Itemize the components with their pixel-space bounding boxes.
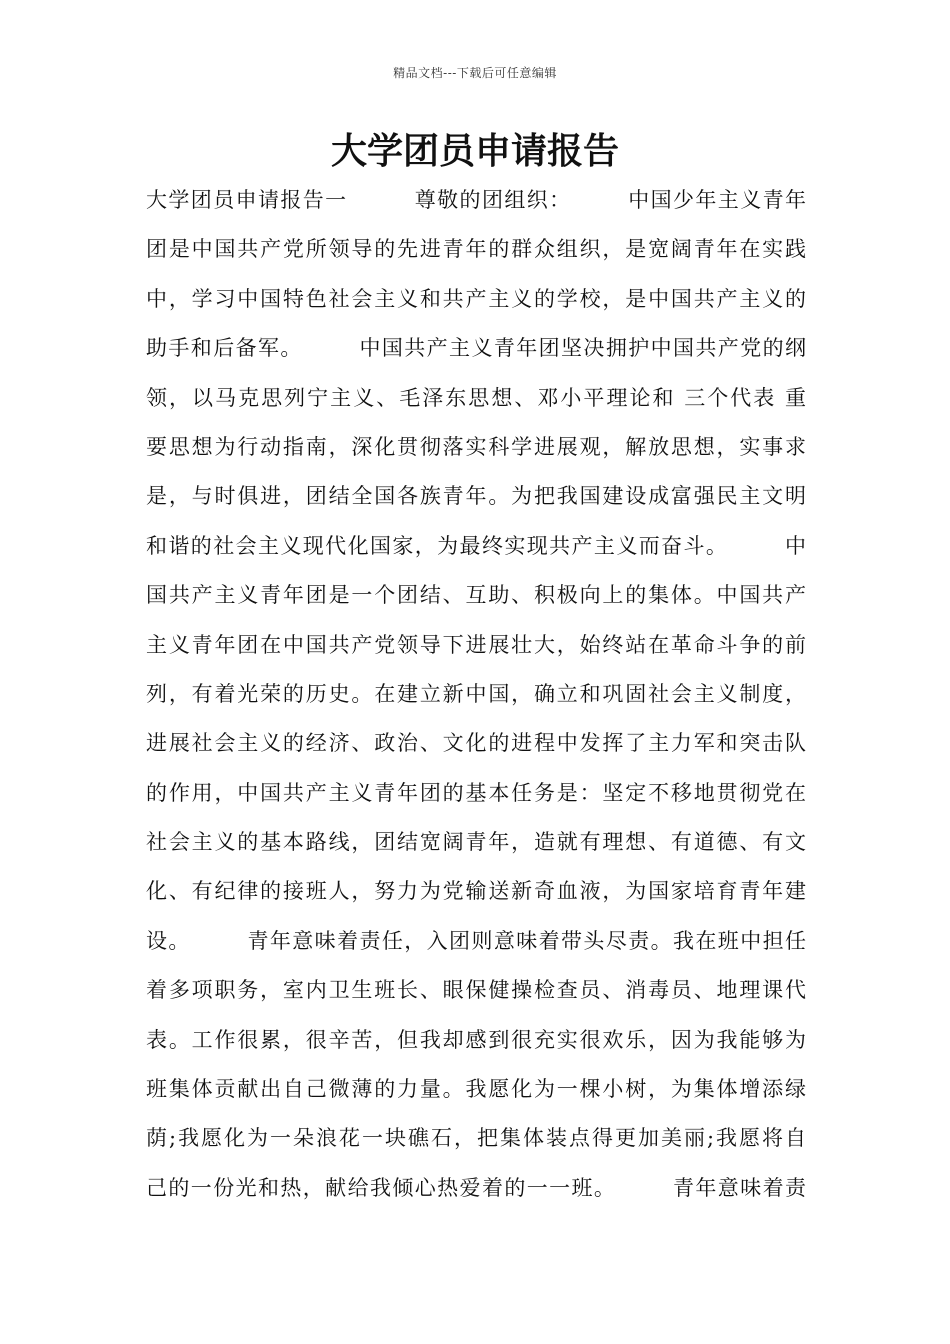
text-line: 助手和后备军。 中国共产主义青年团坚决拥护中国共产党的纲 — [146, 336, 806, 361]
text-line: 社会主义的基本路线，团结宽阔青年，造就有理想、有道德、有文 — [146, 830, 806, 855]
text-line: 团是中国共产党所领导的先进青年的群众组织，是宽阔青年在实践 — [146, 237, 806, 262]
text-line: 要思想为行动指南，深化贯彻落实科学进展观，解放思想，实事求 — [146, 434, 806, 459]
text-line: 列，有着光荣的历史。在建立新中国，确立和巩固社会主义制度， — [146, 681, 806, 706]
text-line: 是，与时俱进，团结全国各族青年。为把我国建设成富强民主文明 — [146, 484, 806, 509]
text-line: 中，学习中国特色社会主义和共产主义的学校，是中国共产主义的 — [146, 286, 806, 311]
text-line: 大学团员申请报告一 尊敬的团组织： 中国少年主义青年 — [146, 188, 806, 212]
text-line: 荫;我愿化为一朵浪花一块礁石，把集体装点得更加美丽;我愿将自 — [146, 1126, 806, 1151]
text-line: 己的一份光和热，献给我倾心热爱着的一一班。 青年意味着责 — [146, 1175, 806, 1200]
text-line: 设。 青年意味着责任，入团则意味着带头尽责。我在班中担任 — [146, 928, 806, 953]
text-line: 的作用，中国共产主义青年团的基本任务是：坚定不移地贯彻党在 — [146, 780, 806, 805]
text-line: 领，以马克思列宁主义、毛泽东思想、邓小平理论和 三个代表 重 — [146, 385, 806, 410]
text-line: 班集体贡献出自己微薄的力量。我愿化为一棵小树，为集体增添绿 — [146, 1077, 806, 1102]
text-line: 主义青年团在中国共产党领导下进展壮大，始终站在革命斗争的前 — [146, 632, 806, 657]
text-line: 着多项职务，室内卫生班长、眼保健操检查员、消毒员、地理课代 — [146, 978, 806, 1003]
text-line: 国共产主义青年团是一个团结、互助、积极向上的集体。中国共产 — [146, 583, 806, 608]
header-note: 精品文档---下载后可任意编辑 — [393, 66, 557, 80]
text-line: 化、有纪律的接班人，努力为党输送新奇血液，为国家培育青年建 — [146, 879, 806, 904]
body-text — [146, 176, 806, 1213]
page-title: 大学团员申请报告 — [330, 130, 619, 172]
text-line: 进展社会主义的经济、政治、文化的进程中发挥了主力军和突击队 — [146, 731, 806, 756]
text-line: 表。工作很累，很辛苦，但我却感到很充实很欢乐，因为我能够为 — [146, 1027, 806, 1052]
text-line: 和谐的社会主义现代化国家，为最终实现共产主义而奋斗。 中 — [146, 533, 806, 558]
